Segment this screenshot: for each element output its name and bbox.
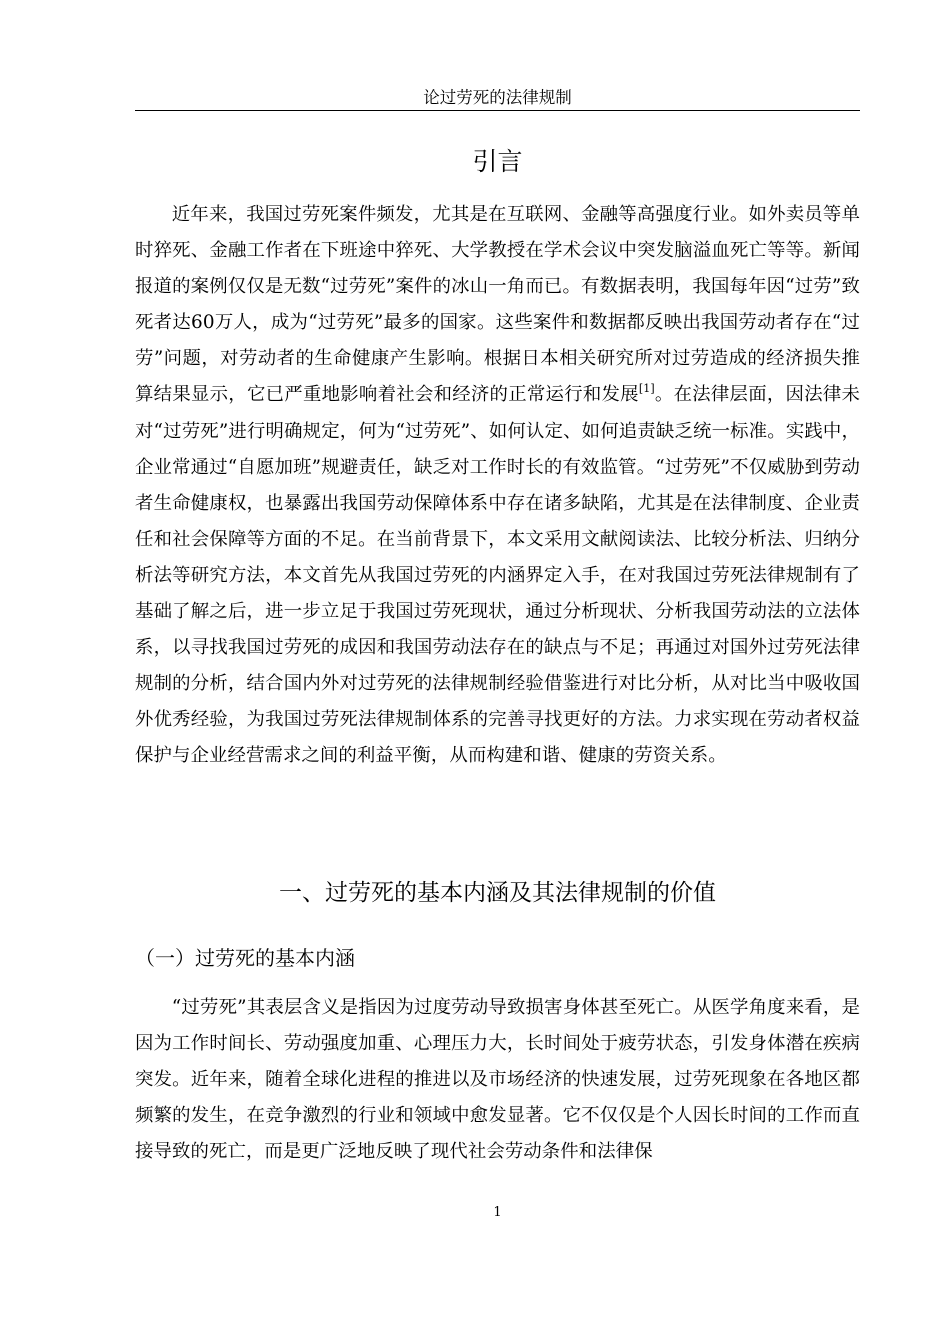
section-title: （一）过劳死的基本内涵 (135, 946, 355, 970)
intro-title: 引言 (472, 147, 523, 176)
section-paragraph: “过劳死”其表层含义是指因为过度劳动导致损害身体甚至死亡。从医学角度来看，是因为工作时间长、劳动强度加重、心理压力大，长时间处于疲劳状态，引发身体潜在疾病突发。近年来，随着全球化进程的推进以及市场经济的快速发展，过劳死现象在各地区都频繁的发生，在竞争激烈的行业和领域中愈发显著。它不仅仅是个人因长时间的工作而直接导致的死亡，而是更广泛地反映了现代社会劳动条件和法律保 (135, 997, 860, 1163)
intro-text-part1: 近年来，我国过劳死案件频发，尤其是在互联网、金融等高强度行业。如外卖员等单时猝死、金融工作者在下班途中猝死、大学教授在学术会议中突发脑溢血死亡等等。新闻报道的案例仅仅是无数“过劳死”案件的冰山一角而已。有数据表明，我国每年因“过劳”致死者达60万人，成为“过劳死”最多的国家。这些案件和数据都反映出我国劳动者存在“过劳”问题，对劳动者的生命健康产生影响。根据日本相关研究所对过劳造成的经济损失推算结果显示，它已严重地影响着社会和经济的正常运行和发展 (135, 204, 860, 406)
header-rule (135, 110, 860, 111)
citation-ref[interactable]: [1] (638, 382, 655, 396)
page-number: 1 (493, 1205, 502, 1220)
intro-text-part2: 。在法律层面，因法律未对“过劳死”进行明确规定，何为“过劳死”、如何认定、如何追责缺乏统一标准。实践中，企业常通过“自愿加班”规避责任，缺乏对工作时长的有效监管。“过劳死”不仅威胁到劳动者生命健康权，也暴露出我国劳动保障体系中存在诸多缺陷，尤其是在法律制度、企业责任和社会保障等方面的不足。在当前背景下，本文采用文献阅读法、比较分析法、归纳分析法等研究方法，本文首先从我国过劳死的内涵界定入手，在对我国过劳死法律规制有了基础了解之后，进一步立足于我国过劳死现状，通过分析现状、分析我国劳动法的立法体系，以寻找我国过劳死的成因和我国劳动法存在的缺点与不足；再通过对国外过劳死法律规制的分析，结合国内外对过劳死的法律规制经验借鉴进行对比分析，从对比当中吸收国外优秀经验，为我国过劳死法律规制体系的完善寻找更好的方法。力求实现在劳动者权益保护与企业经营需求之间的利益平衡，从而构建和谐、健康的劳资关系。 (135, 384, 860, 767)
chapter-title: 一、过劳死的基本内涵及其法律规制的价值 (279, 880, 716, 906)
running-header: 论过劳死的法律规制 (423, 88, 572, 107)
intro-paragraph (135, 197, 860, 775)
